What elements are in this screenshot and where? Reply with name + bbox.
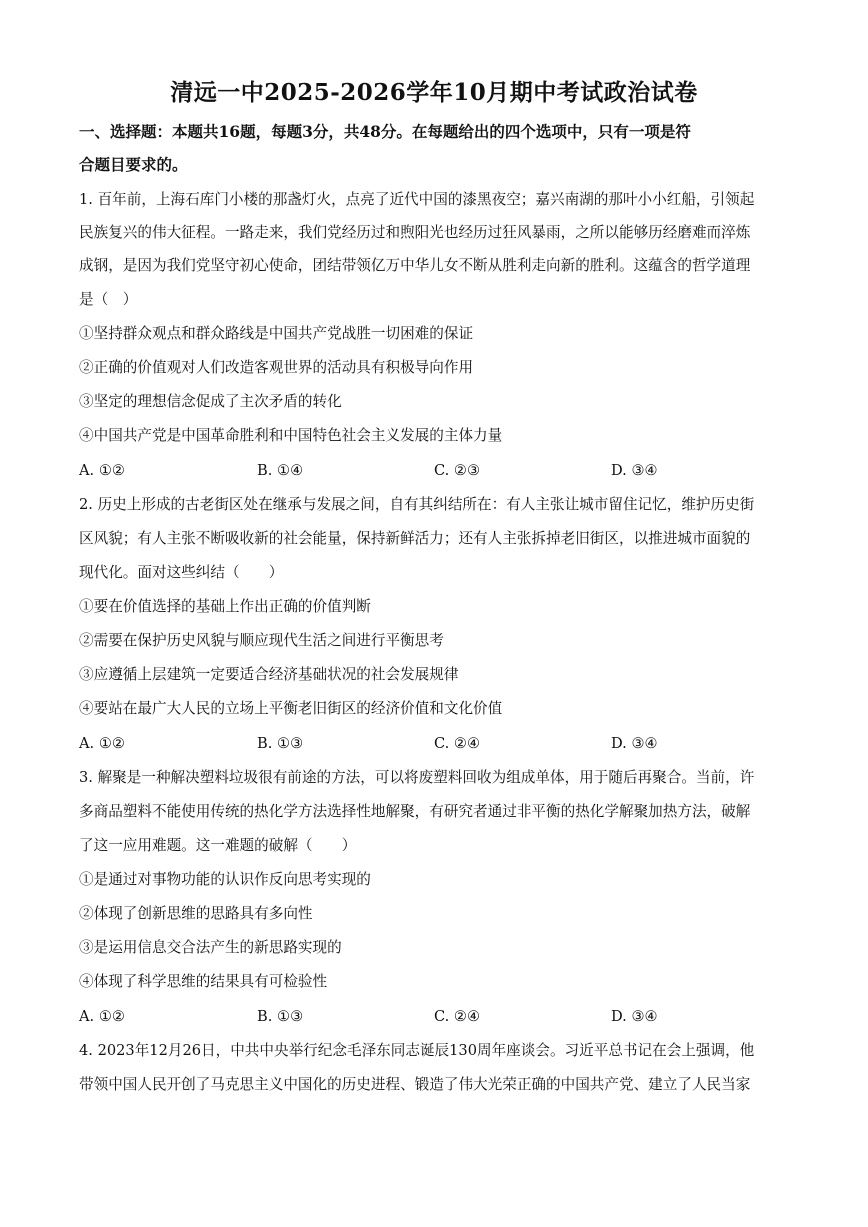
q3-option-c[interactable]: C. ②④ bbox=[434, 1008, 481, 1025]
q3-option-a[interactable]: A. ①② bbox=[79, 1008, 125, 1025]
q4-stem-line-2: 带领中国人民开创了马克思主义中国化的历史进程、锻造了伟大光荣正确的中国共产党、建立了人民当家 bbox=[79, 1076, 751, 1093]
q2-stem-line-3: 现代化。面对这些纠结（ ） bbox=[79, 564, 284, 581]
q2-item-4: ④要站在最广大人民的立场上平衡老旧街区的经济价值和文化价值 bbox=[79, 700, 503, 717]
q3-option-d[interactable]: D. ③④ bbox=[611, 1008, 658, 1025]
q1-option-d[interactable]: D. ③④ bbox=[611, 462, 658, 479]
q2-item-3: ③应遵循上层建筑一定要适合经济基础状况的社会发展规律 bbox=[79, 666, 459, 683]
q1-stem-line-4: 是（ ） bbox=[79, 291, 138, 308]
page-title: 清远一中2025-2026学年10月期中考试政治试卷 bbox=[170, 79, 698, 106]
q2-option-b[interactable]: B. ①③ bbox=[257, 735, 304, 752]
q2-stem-line-2: 区风貌；有人主张不断吸收新的社会能量，保持新鲜活力；还有人主张拆掉老旧街区，以推进城市面貌的 bbox=[79, 530, 751, 547]
q1-stem-line-3: 成钢，是因为我们党坚守初心使命，团结带领亿万中华儿女不断从胜利走向新的胜利。这蕴含的哲学道理 bbox=[79, 257, 751, 274]
section-heading-line-1: 一、选择题：本题共16题，每题3分，共48分。在每题给出的四个选项中，只有一项是符 bbox=[79, 122, 691, 141]
q3-item-3: ③是运用信息交合法产生的新思路实现的 bbox=[79, 939, 342, 956]
q3-item-4: ④体现了科学思维的结果具有可检验性 bbox=[79, 973, 328, 990]
q1-item-4: ④中国共产党是中国革命胜利和中国特色社会主义发展的主体力量 bbox=[79, 427, 503, 444]
q3-stem-line-3: 了这一应用难题。这一难题的破解（ ） bbox=[79, 837, 357, 854]
q2-option-c[interactable]: C. ②④ bbox=[434, 735, 481, 752]
q2-item-1: ①要在价值选择的基础上作出正确的价值判断 bbox=[79, 598, 371, 615]
q3-stem-line-2: 多商品塑料不能使用传统的热化学方法选择性地解聚，有研究者通过非平衡的热化学解聚加热方法，破解 bbox=[79, 803, 751, 820]
section-heading-line-2: 合题目要求的。 bbox=[79, 155, 188, 174]
q4-stem-line-1: 4. 2023年12月26日，中共中央举行纪念毛泽东同志诞辰130周年座谈会。习近平总书记在会上强调，他 bbox=[79, 1042, 755, 1059]
q1-stem-line-1: 1. 百年前，上海石库门小楼的那盏灯火，点亮了近代中国的漆黑夜空；嘉兴南湖的那叶小小红船，引领起 bbox=[79, 191, 755, 208]
q1-option-b[interactable]: B. ①④ bbox=[257, 462, 304, 479]
q1-option-a[interactable]: A. ①② bbox=[79, 462, 125, 479]
q3-stem-line-1: 3. 解聚是一种解决塑料垃圾很有前途的方法，可以将废塑料回收为组成单体，用于随后再聚合。当前，许 bbox=[79, 769, 755, 786]
q2-stem-line-1: 2. 历史上形成的古老街区处在继承与发展之间，自有其纠结所在：有人主张让城市留住记忆，维护历史街 bbox=[79, 496, 755, 513]
q2-option-d[interactable]: D. ③④ bbox=[611, 735, 658, 752]
q3-item-2: ②体现了创新思维的思路具有多向性 bbox=[79, 905, 313, 922]
q1-item-3: ③坚定的理想信念促成了主次矛盾的转化 bbox=[79, 393, 342, 410]
q2-option-a[interactable]: A. ①② bbox=[79, 735, 125, 752]
q1-stem-line-2: 民族复兴的伟大征程。一路走来，我们党经历过和煦阳光也经历过狂风暴雨，之所以能够历经磨难而淬炼 bbox=[79, 224, 751, 241]
q2-item-2: ②需要在保护历史风貌与顺应现代生活之间进行平衡思考 bbox=[79, 632, 444, 649]
q3-option-b[interactable]: B. ①③ bbox=[257, 1008, 304, 1025]
q1-option-c[interactable]: C. ②③ bbox=[434, 462, 481, 479]
q1-item-1: ①坚持群众观点和群众路线是中国共产党战胜一切困难的保证 bbox=[79, 325, 474, 342]
q1-item-2: ②正确的价值观对人们改造客观世界的活动具有积极导向作用 bbox=[79, 359, 474, 376]
q3-item-1: ①是通过对事物功能的认识作反向思考实现的 bbox=[79, 871, 371, 888]
